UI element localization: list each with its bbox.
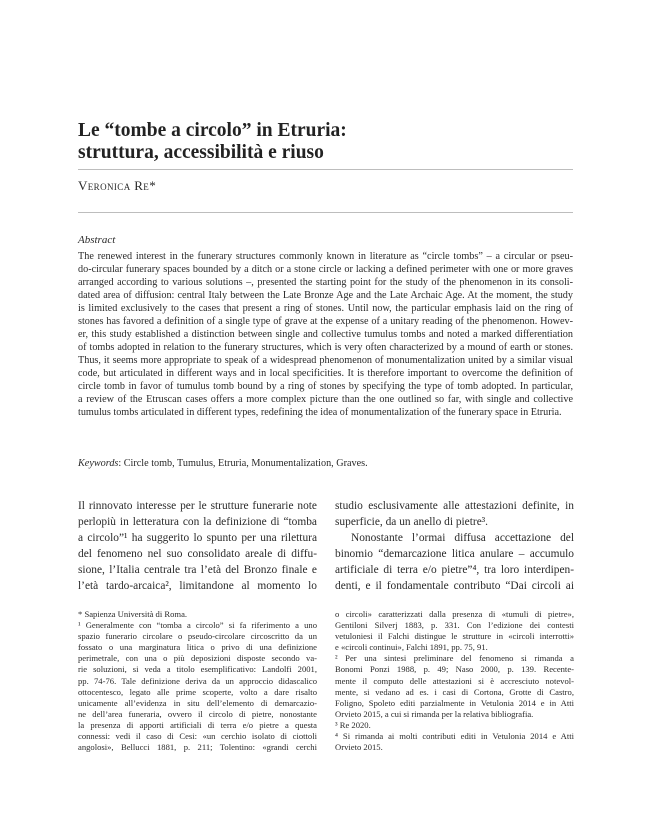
footnote-line: rie soluzioni, si veda a titolo esemplificativo: Landolfi 2001, xyxy=(78,664,317,675)
author-name: Veronica Re* xyxy=(78,178,157,193)
body-line: Il rinnovato interesse per le strutture funerarie note xyxy=(78,500,317,512)
abstract-line: The renewed interest in the funerary structures commonly known in literature as “circle tombs” – a circular or pseu- xyxy=(78,251,573,262)
abstract-text xyxy=(78,250,573,419)
abstract-line: stones has favored a definition of a single type of grave at the expense of a unitary reading of the phenomenon. Howev- xyxy=(78,316,573,327)
body-line: denti, e il fondamentale contributo “Dai circoli ai xyxy=(335,580,574,592)
body-line: a circolo”¹ ha suggerito lo spunto per una rilettura xyxy=(78,532,317,544)
footnote-line: ² Per una sintesi preliminare del fenomeno si rimanda a xyxy=(335,653,574,664)
body-line: artificiale di terra e/o pietre”⁴, tra loro interdipen- xyxy=(335,564,574,576)
title-line-1: Le “tombe a circolo” in Etruria: xyxy=(78,120,347,141)
body-line: perlopiù in letteratura con la definizione di “tomba xyxy=(78,516,317,528)
footnote-line: o circoli» caratterizzati dalla presenza di «tumuli di pietre», xyxy=(335,609,574,619)
keywords-line xyxy=(78,457,573,470)
body-column-right xyxy=(335,498,574,594)
footnote-line: * Sapienza Università di Roma. xyxy=(78,609,188,619)
title-line-2: struttura, accessibilità e riuso xyxy=(78,142,324,163)
abstract-heading: Abstract xyxy=(78,234,116,246)
footnote-line: Foligno, Spoleto editi parzialmente in Vetulonia 2014 e in Atti xyxy=(335,697,574,708)
body-column-left xyxy=(78,498,317,594)
body-line: del fenomeno nel suo consolidato areale di diffu- xyxy=(78,548,317,560)
body-line: superficie, da un anello di pietre³. xyxy=(335,516,489,528)
author-rule xyxy=(78,212,573,213)
footnote-line: e «circoli continui», Falchi 1891, pp. 75, 91. xyxy=(335,642,488,653)
footnote-line: Bonomi Ponzi 1988, p. 49; Naso 2000, p. 139. Recente- xyxy=(335,664,574,675)
footnote-line: ⁴ Si rimanda ai molti contributi editi in Vetulonia 2014 e Atti xyxy=(335,731,574,742)
footnotes-right xyxy=(335,609,574,753)
footnote-line: la presenza di apporti artificiali di terra e/o pietre a questa xyxy=(78,719,317,730)
footnote-line: Orvieto 2015, a cui si rimanda per la relativa bibliografia. xyxy=(335,708,534,719)
body-line: l’età tardo-arcaica², limitandone al momento lo xyxy=(78,580,317,592)
abstract-line: arranged according to various solutions –, presented the starting point for the study of the phenomenon in its consoli- xyxy=(78,277,573,288)
abstract-line: circle tomb in favor of tumulus tomb bound by a ring of stones by specifying the type of tomb adopted. In particular, xyxy=(78,381,573,392)
footnote-line: Orvieto 2015. xyxy=(335,742,383,753)
footnote-line: mente il computo delle attestazioni si è accresciuto notevol- xyxy=(335,675,574,686)
abstract-line: code, but articulated in different ways and in local specificities. It is therefore important to overcome the definition of xyxy=(78,368,573,379)
keywords-label: Keywords xyxy=(78,458,119,469)
body-line: binomio “demarcazione litica anulare – accumulo xyxy=(335,548,574,560)
footnote-line: ³ Re 2020. xyxy=(335,719,371,730)
footnote-line: ottocentesco, legato alle prime scoperte, volto a dare risalto xyxy=(78,686,317,697)
abstract-line: tumulus tombs articulated in different types, redefining the idea of monumentalization of the funerary space in Etruria. xyxy=(78,407,562,418)
footnote-line: perimetrale, con una o più deposizioni disposte secondo va- xyxy=(78,653,317,664)
footnote-line: pp. 74-76. Tale definizione deriva da un approccio didascalico xyxy=(78,675,317,686)
abstract-line: of tombs adopted in relation to the funerary structures, which is very often characterized by a mound of earth or stones. xyxy=(78,342,573,353)
body-line: sione, l’Italia centrale tra l’età del Bronzo finale e xyxy=(78,564,317,576)
abstract-line: Thus, it seems more appropriate to speak of a widespread phenomenon of monumentalization united by a similar visual xyxy=(78,355,573,366)
footnote-line: unicamente all’evidenza in situ dell’elemento di demarcazio- xyxy=(78,697,317,708)
footnote-line: angolosi», Bellucci 1881, p. 211; Tolentino: «grandi cerchi xyxy=(78,742,317,753)
abstract-line: a review of the Etruscan cases offers a more complex picture than the one outlined so far, with single and collective xyxy=(78,394,573,405)
footnote-line: ne dell’area funeraria, ovvero il circolo di pietre, nonostante xyxy=(78,708,317,719)
footnotes-left xyxy=(78,609,317,753)
footnote-line: mente, si vedano ad es. i casi di Cortona, Grotte di Castro, xyxy=(335,686,574,697)
footnote-line: spazio funerario circolare o pseudo-circolare circoscritto da un xyxy=(78,631,317,642)
footnote-line: connessi: vedi il caso di Cesi: «un cerchio isolato di ciottoli xyxy=(78,731,317,742)
article-title xyxy=(78,120,578,164)
footnote-line: fossato o una marginatura litica o privo di una definizione xyxy=(78,642,317,653)
body-line: Nonostante l’ormai diffusa accettazione del xyxy=(351,532,574,544)
abstract-line: dated area of diffusion: central Italy between the Late Bronze Age and the Late Archaic Age. At the moment, the study xyxy=(78,290,573,301)
abstract-line: er, this study established a distinction between single and collective tumulus tombs and noted a marked differentiation xyxy=(78,329,573,340)
keywords-text: : Circle tomb, Tumulus, Etruria, Monumentalization, Graves. xyxy=(118,458,368,469)
abstract-line: is limited exclusively to the cases that present a ring of stones. Until now, the particular emphasis laid on the ring of xyxy=(78,303,573,314)
title-rule xyxy=(78,169,573,170)
footnote-line: Gentiloni Silverj 1883, p. 331. Con l’edizione dei contesti xyxy=(335,620,574,631)
abstract-line: do-circular funerary spaces bounded by a ditch or a stone circle or lacking a defined perimeter with one or more graves xyxy=(78,264,573,275)
footnote-line: vetuloniesi il Falchi distingue le strutture in «circoli interrotti» xyxy=(335,631,574,642)
body-line: studio esclusivamente alle attestazioni definite, in xyxy=(335,500,574,512)
footnote-line: ¹ Generalmente con “tomba a circolo” si fa riferimento a uno xyxy=(78,620,317,631)
